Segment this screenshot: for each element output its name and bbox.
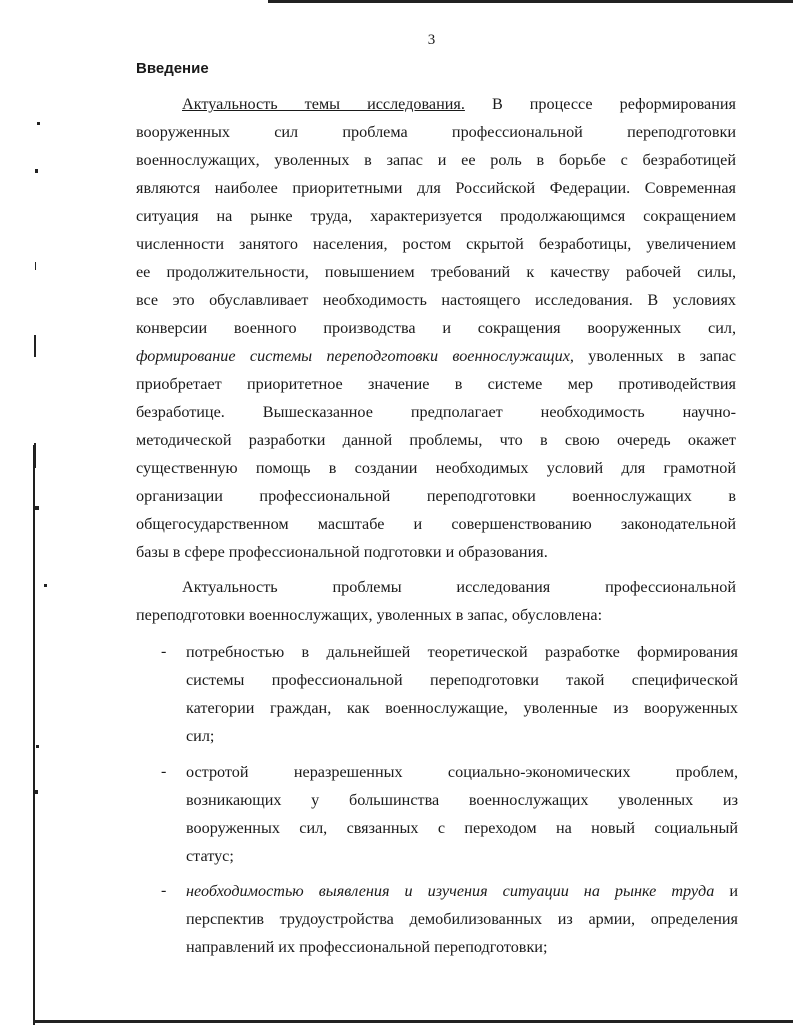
text-line: статус; bbox=[186, 847, 234, 865]
scan-speck bbox=[37, 122, 40, 125]
text-line: ее продолжительности, повышением требований к качеству рабочей силы, bbox=[136, 263, 736, 281]
text-line: общегосударственном масштабе и совершенствованию законодательной bbox=[136, 515, 736, 533]
text-line: организации профессиональной переподготовки военнослужащих в bbox=[136, 487, 736, 505]
text-line: Актуальность темы исследования. В процессе реформирования bbox=[182, 95, 736, 113]
text-line: ситуация на рынке труда, характеризуется продолжающимся сокращением bbox=[136, 207, 736, 225]
italic-phrase: необходимостью выявления и изучения ситуации на рынке труда bbox=[186, 882, 715, 900]
text-line: являются наиболее приоритетными для Российской Федерации. Современная bbox=[136, 179, 736, 197]
scan-speck bbox=[44, 584, 47, 587]
text-line: переподготовки военнослужащих, уволенных в запас, обусловлена: bbox=[136, 606, 603, 624]
text-line: остротой неразрешенных социально-экономических проблем, bbox=[186, 763, 738, 781]
bullet-marker: - bbox=[161, 643, 167, 660]
scan-border-bottom bbox=[33, 1020, 793, 1023]
scan-speck bbox=[36, 745, 39, 748]
scan-speck bbox=[34, 443, 36, 468]
text-line: существенную помощь в создании необходимых условий для грамотной bbox=[136, 459, 736, 477]
text-line: возникающих у большинства военнослужащих уволенных из bbox=[186, 791, 738, 809]
text-line: Актуальность проблемы исследования профессиональной bbox=[182, 578, 736, 596]
text-line: сил; bbox=[186, 727, 215, 745]
scan-speck bbox=[35, 262, 36, 270]
text-line: все это обуславливает необходимость настоящего исследования. В условиях bbox=[136, 291, 736, 309]
text-line: базы в сфере профессиональной подготовки и образования. bbox=[136, 543, 548, 561]
page-number: 3 bbox=[427, 32, 436, 48]
text-line: потребностью в дальнейшей теоретической разработке формирования bbox=[186, 643, 738, 661]
text-line: безработице. Вышесказанное предполагает необходимость научно- bbox=[136, 403, 736, 421]
bullet-marker: - bbox=[161, 763, 167, 780]
text-line: формирование системы переподготовки военнослужащих, уволенных в запас bbox=[136, 347, 737, 365]
section-heading: Введение bbox=[136, 60, 209, 77]
scan-border-left bbox=[33, 445, 35, 1025]
scan-border-top bbox=[268, 0, 793, 3]
bullet-marker: - bbox=[161, 882, 167, 899]
text-line: необходимостью выявления и изучения ситуации на рынке труда и bbox=[186, 882, 739, 900]
text-line: направлений их профессиональной переподготовки; bbox=[186, 938, 548, 956]
scan-speck bbox=[35, 169, 38, 173]
text-line: методической разработки данной проблемы, что в свою очередь окажет bbox=[136, 431, 736, 449]
text-line: приобретает приоритетное значение в системе мер противодействия bbox=[136, 375, 736, 393]
scan-speck bbox=[35, 506, 39, 510]
italic-phrase: формирование системы переподготовки военнослужащих, bbox=[136, 347, 574, 365]
underlined-phrase: Актуальность темы исследования. bbox=[182, 95, 465, 113]
text-line: конверсии военного производства и сокращения вооруженных сил, bbox=[136, 319, 736, 337]
text-line: вооруженных сил проблема профессиональной переподготовки bbox=[136, 123, 736, 141]
text-line: численности занятого населения, ростом скрытой безработицы, увеличением bbox=[136, 235, 736, 253]
text-line: военнослужащих, уволенных в запас и ее роль в борьбе с безработицей bbox=[136, 151, 736, 169]
text-line: вооруженных сил, связанных с переходом на новый социальный bbox=[186, 819, 738, 837]
scan-speck bbox=[35, 790, 38, 794]
text-line: перспектив трудоустройства демобилизованных из армии, определения bbox=[186, 910, 738, 928]
text-line: категории граждан, как военнослужащие, уволенные из вооруженных bbox=[186, 699, 738, 717]
scan-speck bbox=[34, 335, 36, 357]
text-line: системы профессиональной переподготовки такой специфической bbox=[186, 671, 738, 689]
